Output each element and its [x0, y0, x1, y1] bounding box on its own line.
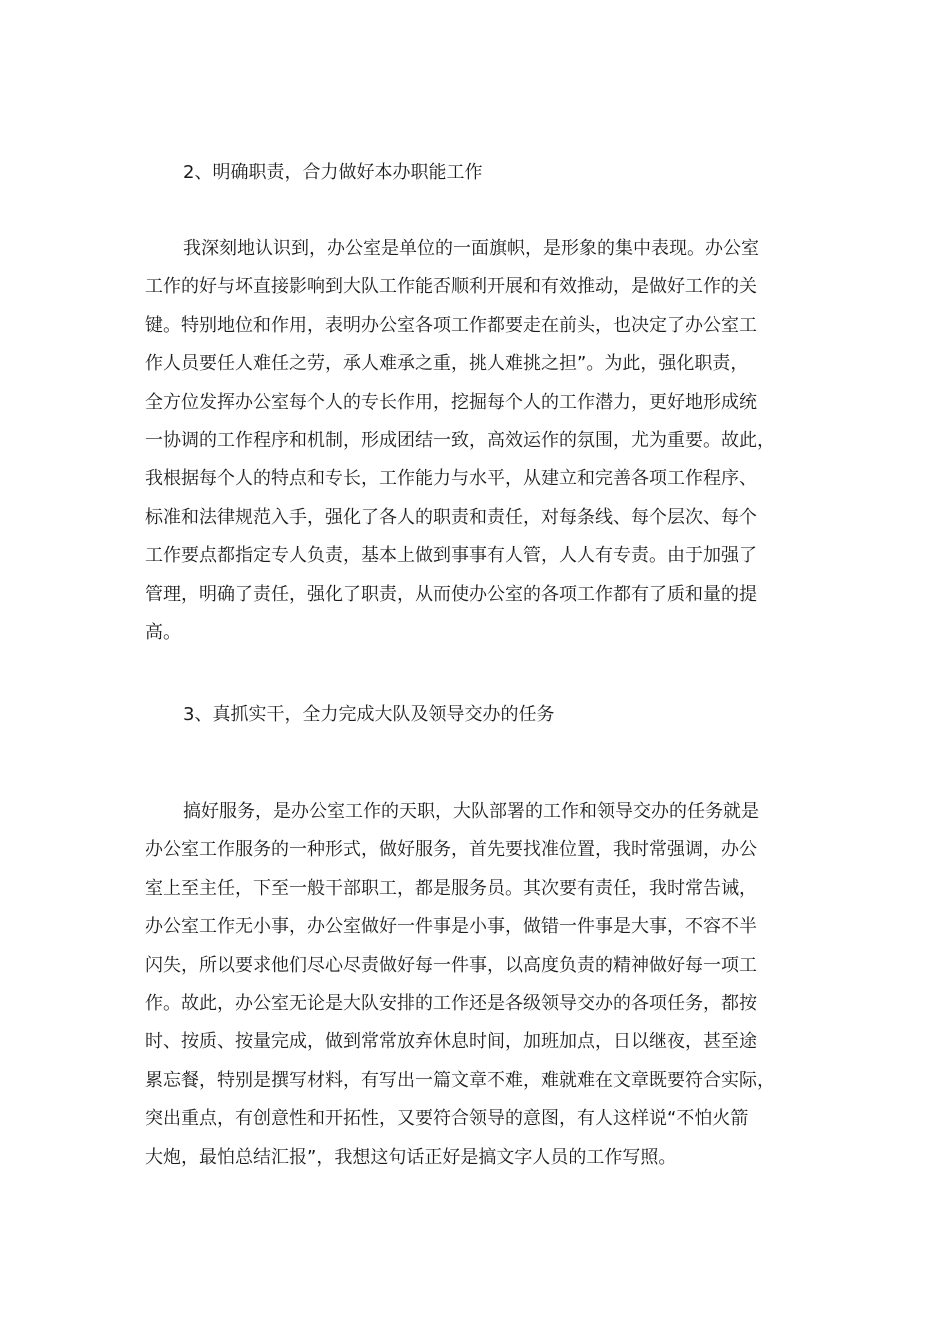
paragraph-line: 大炮，最怕总结汇报”，我想这句话正好是搞文字人员的工作写照。: [145, 1146, 677, 1168]
paragraph-line: 作人员要任人难任之劳，承人难承之重，挑人难挑之担”。为此，强化职责，: [145, 353, 749, 375]
paragraph-line: 我深刻地认识到，办公室是单位的一面旗帜，是形象的集中表现。办公室: [183, 238, 759, 259]
paragraph-line: 办公室工作服务的一种形式，做好服务，首先要找准位置，我时常强调，办公: [145, 839, 757, 861]
paragraph-line: 时、按质、按量完成，做到常常放弃休息时间，加班加点，日以继夜，甚至途: [145, 1031, 757, 1053]
paragraph-line: 突出重点，有创意性和开拓性，又要符合领导的意图，有人这样说“不怕火箭: [145, 1108, 749, 1130]
paragraph-line: 标准和法律规范入手，强化了各人的职责和责任，对每条线、每个层次、每个: [145, 506, 757, 528]
paragraph-line: 高。: [145, 621, 181, 643]
paragraph-line: 管理，明确了责任，强化了职责，从而使办公室的各项工作都有了质和量的提: [145, 583, 757, 605]
paragraph-line: 工作的好与坏直接影响到大队工作能否顺利开展和有效推动，是做好工作的关: [145, 276, 757, 298]
section-3-paragraph: [145, 793, 805, 1177]
paragraph-line: 作。故此，办公室无论是大队安排的工作还是各级领导交办的各项任务，都按: [145, 992, 757, 1014]
paragraph-line: 工作要点都指定专人负责，基本上做到事事有人管，人人有专责。由于加强了: [145, 545, 757, 567]
section-2-heading: 2、明确职责，合力做好本办职能工作: [183, 162, 483, 183]
paragraph-line: 一协调的工作程序和机制，形成团结一致，高效运作的氛围，尤为重要。故此，: [145, 429, 775, 451]
section-2-paragraph: [145, 230, 805, 652]
paragraph-line: 闪失，所以要求他们尽心尽责做好每一件事，以高度负责的精神做好每一项工: [145, 954, 757, 976]
paragraph-line: 室上至主任，下至一般干部职工，都是服务员。其次要有责任，我时常告诫，: [145, 877, 757, 899]
paragraph-line: 搞好服务，是办公室工作的天职，大队部署的工作和领导交办的任务就是: [183, 801, 759, 822]
paragraph-line: 键。特别地位和作用，表明办公室各项工作都要走在前头，也决定了办公室工: [145, 314, 757, 336]
paragraph-line: 办公室工作无小事，办公室做好一件事是小事，做错一件事是大事，不容不半: [145, 916, 757, 938]
paragraph-line: 我根据每个人的特点和专长，工作能力与水平，从建立和完善各项工作程序、: [145, 468, 757, 490]
section-3-heading: 3、真抓实干，全力完成大队及领导交办的任务: [183, 704, 555, 725]
paragraph-line: 全方位发挥办公室每个人的专长作用，挖掘每个人的工作潜力，更好地形成统: [145, 391, 757, 413]
paragraph-line: 累忘餐，特别是撰写材料，有写出一篇文章不难，难就难在文章既要符合实际，: [145, 1069, 775, 1091]
